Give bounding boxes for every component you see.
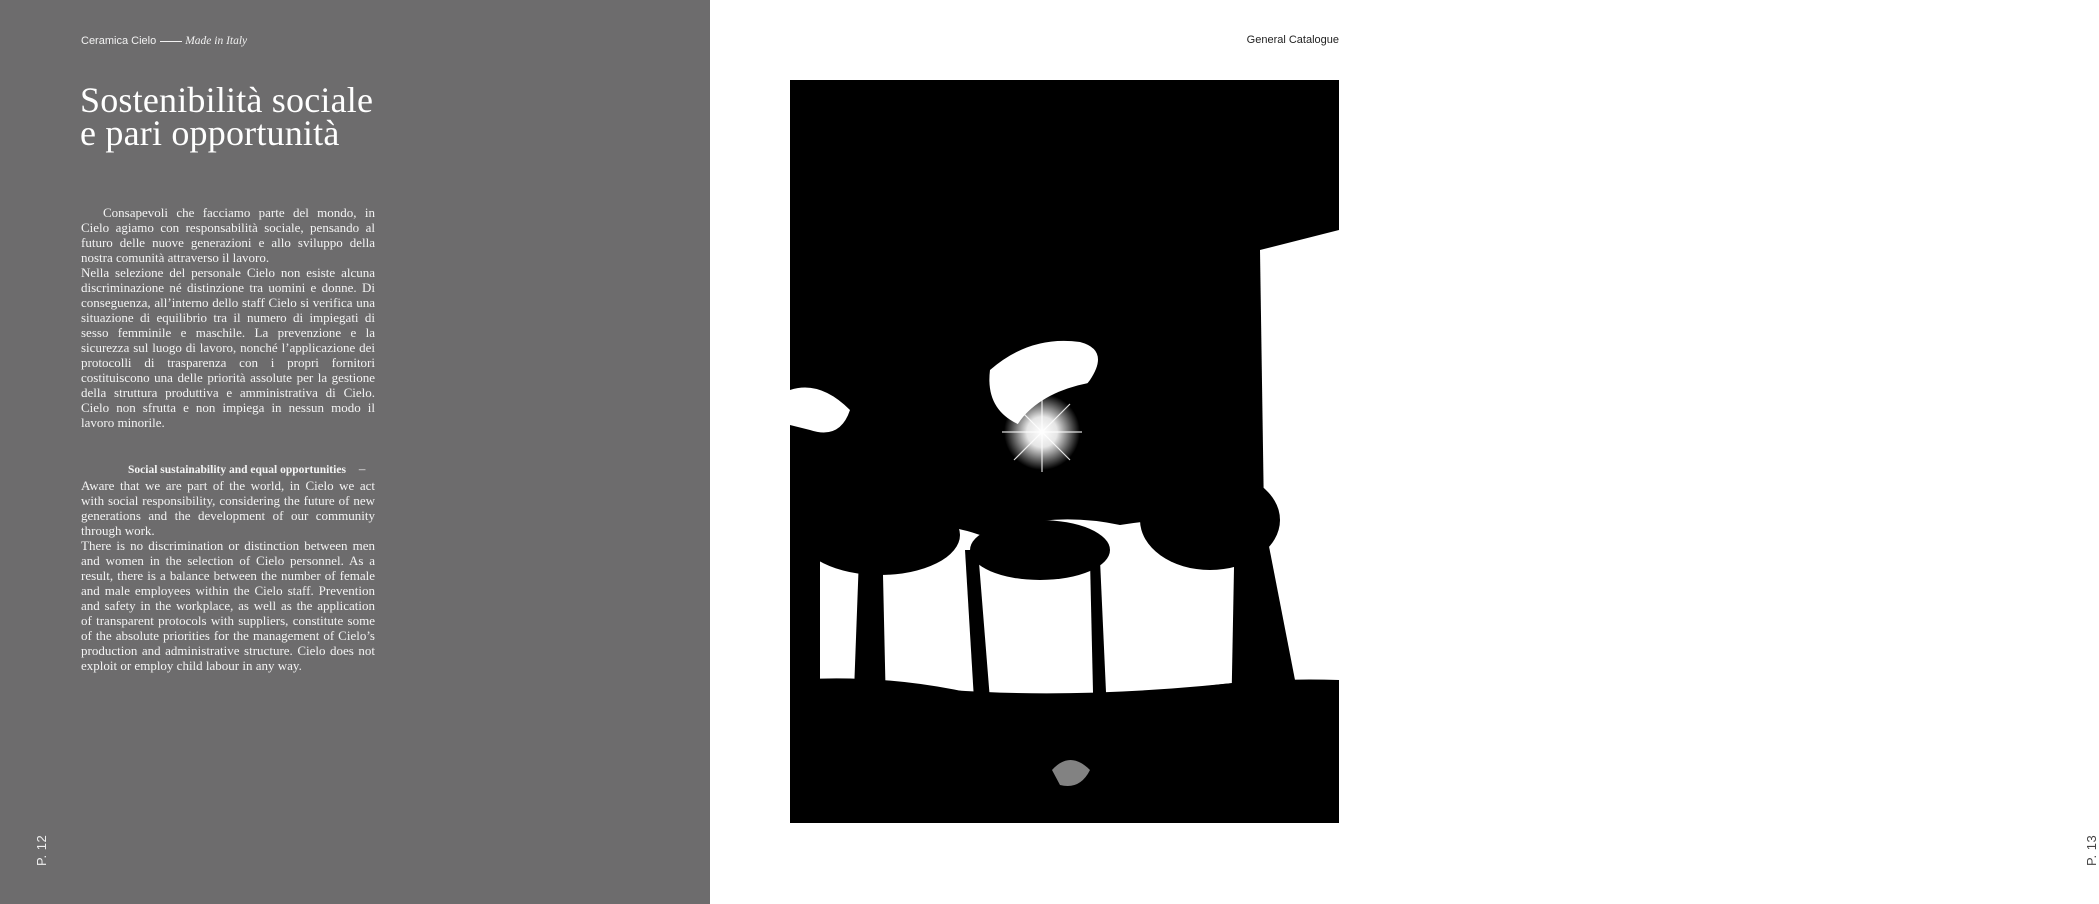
page-number-left: P. 12 [34,834,49,866]
photo-drawing [790,80,1339,823]
page-title-line-1: Sostenibilità sociale [80,80,374,120]
sun-rays [1002,392,1082,472]
italian-paragraph-2: Nella selezione del personale Cielo non esiste alcuna discriminazione né distinzione tra uomini e donne. Di conseguenza, all’interno dello staff Cielo si verifica una situazione di equilibrio tra il numero di impiegati di sesso femminile e maschile. La prevenzione e la sicurezza sul luogo di lavoro, nonché l’applicazione dei protocolli di trasparenza con i propri fornitori costituiscono una delle priorità assolute per la gestione della struttura produttiva e amministrativa di Cielo. Cielo non sfrutta e non impiega in nessun modo il lavoro minorile. [81,265,375,430]
english-paragraph-1: Aware that we are part of the world, in Cielo we act with social responsibility, considering the future of new generations and the development of our community through work. [81,478,375,538]
page-title [80,80,374,153]
tree-silhouette-photo [790,80,1339,823]
brand-header [81,35,247,47]
english-paragraph-2: There is no discrimination or distinction between men and women in the selection of Cielo personnel. As a result, there is a balance between the number of female and male employees within the Cielo staff. Prevention and safety in the workplace, as well as the application of transparent protocols with suppliers, constitute some of the absolute priorities for the management of Cielo’s production and administrative structure. Cielo does not exploit or employ child labour in any way. [81,538,375,673]
english-heading-line [81,461,375,478]
english-heading: Social sustainability and equal opportunities [128,464,346,476]
left-page [0,0,710,904]
catalogue-label: General Catalogue [1246,34,1339,46]
brand-dash [160,41,182,42]
english-heading-dash: – [358,461,366,476]
italian-text [81,205,375,430]
brand-name: Ceramica Cielo [81,35,157,47]
brand-tagline: Made in Italy [185,35,248,47]
italian-paragraph-1: Consapevoli che facciamo parte del mondo, in Cielo agiamo con responsabilità sociale, pensando al futuro delle nuove generazioni e allo sviluppo della nostra comunità attraverso il lavoro. [81,205,375,265]
english-text [81,461,375,673]
page-title-line-2: e pari opportunità [80,113,340,153]
page-number-right: P. 13 [2084,834,2099,866]
